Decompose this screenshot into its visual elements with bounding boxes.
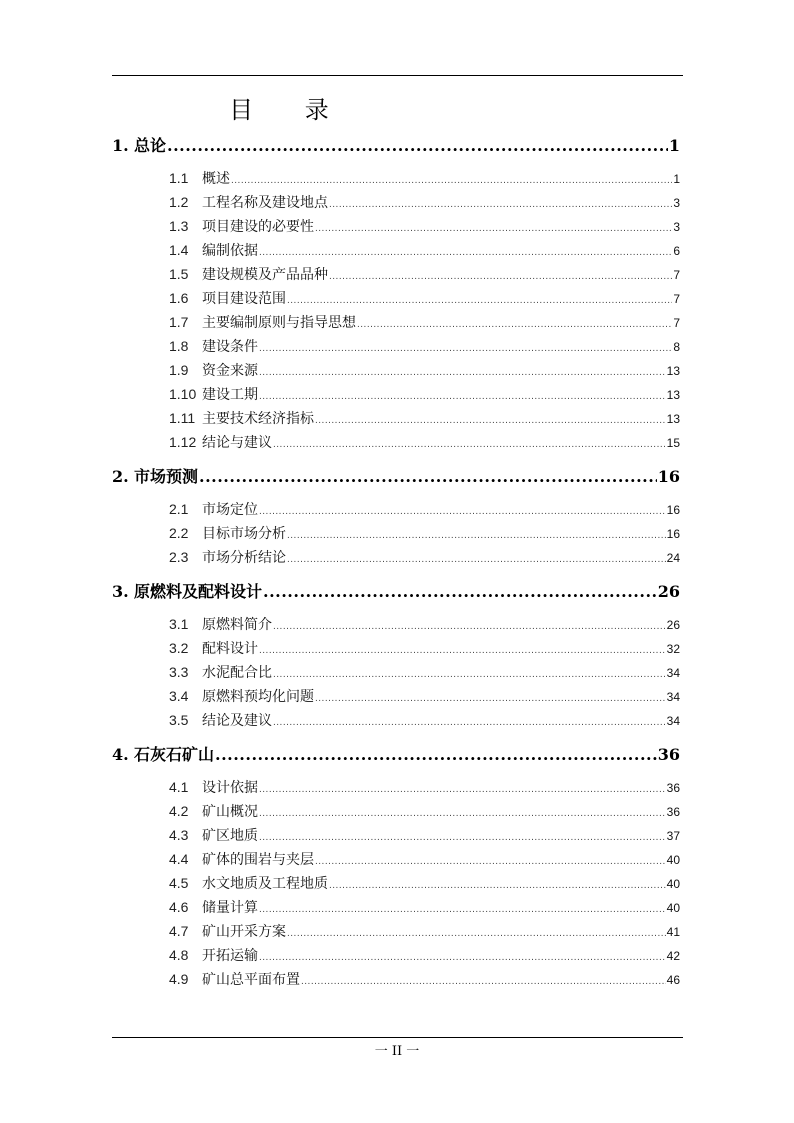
toc-leader-dots — [273, 708, 666, 735]
toc-leader-dots — [167, 133, 668, 159]
toc-section-title: 工程名称及建设地点 — [202, 194, 328, 210]
toc-section-page: 40 — [666, 877, 680, 891]
toc-section-page: 13 — [666, 364, 680, 378]
toc-chapter-title: 石灰石矿山 — [134, 745, 215, 764]
toc-section-number: 3.2 — [169, 640, 189, 656]
toc-section-title: 矿山总平面布置 — [202, 971, 300, 987]
toc-section-entry[interactable] — [112, 684, 680, 708]
toc-chapter-number: 2. — [112, 467, 129, 486]
toc-section-page: 7 — [673, 316, 680, 330]
toc-section-title: 水泥配合比 — [202, 664, 272, 680]
toc-section-entry[interactable] — [112, 334, 680, 358]
toc-section-page: 15 — [666, 436, 680, 450]
toc-chapter-page: 16 — [657, 467, 680, 486]
toc-section-entry[interactable] — [112, 310, 680, 334]
header-rule — [112, 75, 683, 76]
toc-section-number: 4.3 — [169, 827, 189, 843]
toc-section-number: 4.5 — [169, 875, 189, 891]
toc-section-page: 3 — [673, 220, 680, 234]
toc-leader-dots — [315, 847, 666, 874]
toc-section-number: 2.1 — [169, 501, 189, 517]
toc-leader-dots — [315, 406, 666, 433]
toc-leader-dots — [329, 262, 672, 289]
toc-leader-dots — [273, 612, 666, 639]
toc-section-entry[interactable] — [112, 847, 680, 871]
toc-section-page: 34 — [666, 666, 680, 680]
toc-section-page: 1 — [673, 172, 680, 186]
toc-section-page: 6 — [673, 244, 680, 258]
toc-section-page: 34 — [666, 690, 680, 704]
toc-leader-dots — [259, 238, 672, 265]
toc-section-title: 项目建设的必要性 — [202, 218, 314, 234]
toc-section-entry[interactable] — [112, 895, 680, 919]
toc-section-number: 1.9 — [169, 362, 189, 378]
toc-leader-dots — [231, 166, 672, 193]
toc-leader-dots — [315, 214, 672, 241]
toc-section-title: 主要技术经济指标 — [202, 410, 314, 426]
toc-section-title: 结论与建议 — [202, 434, 272, 450]
toc-section-entry[interactable] — [112, 358, 680, 382]
toc-section-number: 1.7 — [169, 314, 189, 330]
toc-chapter-number: 1. — [112, 136, 129, 155]
toc-section-page: 3 — [673, 196, 680, 210]
toc-section-page: 40 — [666, 901, 680, 915]
toc-section-page: 8 — [673, 340, 680, 354]
toc-section-number: 4.1 — [169, 779, 189, 795]
toc-section-number: 1.5 — [169, 266, 189, 282]
toc-section-number: 4.4 — [169, 851, 189, 867]
toc-section-entry[interactable] — [112, 430, 680, 454]
toc-leader-dots — [259, 358, 666, 385]
toc-section-entry[interactable] — [112, 497, 680, 521]
toc-section-entry[interactable] — [112, 382, 680, 406]
toc-section-entry[interactable] — [112, 660, 680, 684]
toc-section-entry[interactable] — [112, 967, 680, 991]
footer-rule — [112, 1037, 683, 1038]
toc-section-number: 4.8 — [169, 947, 189, 963]
toc-section-page: 26 — [666, 618, 680, 632]
toc-section-number: 4.9 — [169, 971, 189, 987]
toc-section-page: 46 — [666, 973, 680, 987]
toc-section-entry[interactable] — [112, 262, 680, 286]
toc-leader-dots — [259, 943, 666, 970]
toc-section-title: 结论及建议 — [202, 712, 272, 728]
toc-section-entry[interactable] — [112, 775, 680, 799]
toc-chapter-page: 26 — [657, 582, 680, 601]
toc-leader-dots — [259, 636, 666, 663]
toc-chapter-title: 市场预测 — [134, 467, 199, 486]
toc-leader-dots — [287, 286, 672, 313]
toc-leader-dots — [301, 967, 666, 994]
toc-section-number: 4.2 — [169, 803, 189, 819]
toc-leader-dots — [263, 579, 657, 605]
toc-leader-dots — [287, 545, 666, 572]
toc-section-title: 建设规模及产品品种 — [202, 266, 328, 282]
toc-section-title: 水文地质及工程地质 — [202, 875, 328, 891]
toc-chapter-number: 4. — [112, 745, 129, 764]
toc-section-title: 开拓运输 — [202, 947, 258, 963]
toc-leader-dots — [273, 430, 666, 457]
toc-section-entry[interactable] — [112, 166, 680, 190]
toc-section-entry[interactable] — [112, 943, 680, 967]
toc-leader-dots — [273, 660, 666, 687]
toc-section-title: 原燃料预均化问题 — [202, 688, 314, 704]
toc-chapter-entry[interactable] — [112, 464, 680, 490]
toc-section-page: 42 — [666, 949, 680, 963]
toc-section-entry[interactable] — [112, 919, 680, 943]
toc-section-title: 目标市场分析 — [202, 525, 286, 541]
toc-section-title: 市场分析结论 — [202, 549, 286, 565]
toc-section-title: 矿山概况 — [202, 803, 258, 819]
toc-chapter-number: 3. — [112, 582, 129, 601]
toc-section-entry[interactable] — [112, 238, 680, 262]
toc-section-number: 1.4 — [169, 242, 189, 258]
toc-section-title: 概述 — [202, 170, 230, 186]
toc-section-page: 32 — [666, 642, 680, 656]
toc-section-title: 配料设计 — [202, 640, 258, 656]
toc-chapter-entry[interactable] — [112, 742, 680, 768]
toc-chapter-page: 1 — [668, 136, 680, 155]
toc-leader-dots — [259, 334, 672, 361]
toc-section-entry[interactable] — [112, 871, 680, 895]
toc-section-number: 3.3 — [169, 664, 189, 680]
toc-section-page: 16 — [666, 503, 680, 517]
toc-chapter-entry[interactable] — [112, 133, 680, 159]
toc-section-page: 13 — [666, 388, 680, 402]
toc-section-page: 7 — [673, 292, 680, 306]
toc-section-number: 2.2 — [169, 525, 189, 541]
toc-section-title: 矿区地质 — [202, 827, 258, 843]
toc-section-entry[interactable] — [112, 286, 680, 310]
toc-chapter-entry[interactable] — [112, 579, 680, 605]
toc-section-page: 16 — [666, 527, 680, 541]
toc-section-title: 市场定位 — [202, 501, 258, 517]
toc-section-entry[interactable] — [112, 799, 680, 823]
toc-section-entry[interactable] — [112, 708, 680, 732]
toc-leader-dots — [357, 310, 672, 337]
page-title: 目 录 — [229, 96, 351, 124]
toc-section-page: 34 — [666, 714, 680, 728]
table-of-contents — [112, 133, 680, 991]
toc-section-page: 37 — [666, 829, 680, 843]
toc-section-number: 1.1 — [169, 170, 189, 186]
toc-section-title: 建设工期 — [202, 386, 258, 402]
toc-section-page: 24 — [666, 551, 680, 565]
toc-section-entry[interactable] — [112, 406, 680, 430]
toc-section-title: 原燃料简介 — [202, 616, 272, 632]
toc-section-number: 3.5 — [169, 712, 189, 728]
toc-section-entry[interactable] — [112, 636, 680, 660]
toc-section-page: 36 — [666, 805, 680, 819]
toc-section-number: 1.10 — [169, 386, 197, 402]
toc-section-title: 主要编制原则与指导思想 — [202, 314, 356, 330]
toc-chapter-page: 36 — [657, 745, 680, 764]
toc-section-entry[interactable] — [112, 545, 680, 569]
toc-section-entry[interactable] — [112, 823, 680, 847]
toc-leader-dots — [287, 521, 666, 548]
toc-leader-dots — [259, 799, 666, 826]
toc-section-number: 4.7 — [169, 923, 189, 939]
toc-leader-dots — [259, 775, 666, 802]
toc-section-page: 13 — [666, 412, 680, 426]
toc-section-title: 项目建设范围 — [202, 290, 286, 306]
toc-section-page: 41 — [666, 925, 680, 939]
toc-section-title: 储量计算 — [202, 899, 258, 915]
toc-leader-dots — [259, 823, 666, 850]
toc-section-page: 36 — [666, 781, 680, 795]
toc-leader-dots — [199, 464, 657, 490]
toc-leader-dots — [215, 742, 657, 768]
toc-section-number: 1.12 — [169, 434, 197, 450]
toc-section-number: 1.6 — [169, 290, 189, 306]
toc-leader-dots — [315, 684, 666, 711]
toc-section-page: 7 — [673, 268, 680, 282]
toc-section-title: 矿体的围岩与夹层 — [202, 851, 314, 867]
toc-section-title: 矿山开采方案 — [202, 923, 286, 939]
toc-chapter-title: 总论 — [134, 136, 167, 155]
toc-section-number: 3.1 — [169, 616, 189, 632]
toc-section-entry[interactable] — [112, 190, 680, 214]
toc-section-title: 编制依据 — [202, 242, 258, 258]
toc-section-page: 40 — [666, 853, 680, 867]
toc-chapter-title: 原燃料及配料设计 — [134, 582, 263, 601]
toc-section-number: 3.4 — [169, 688, 189, 704]
toc-section-title: 资金来源 — [202, 362, 258, 378]
toc-section-title: 建设条件 — [202, 338, 258, 354]
toc-leader-dots — [259, 497, 666, 524]
toc-leader-dots — [259, 895, 666, 922]
toc-leader-dots — [259, 382, 666, 409]
toc-section-number: 4.6 — [169, 899, 189, 915]
toc-section-number: 1.11 — [169, 410, 196, 426]
toc-section-entry[interactable] — [112, 214, 680, 238]
toc-section-number: 1.3 — [169, 218, 189, 234]
toc-section-entry[interactable] — [112, 612, 680, 636]
toc-section-number: 1.2 — [169, 194, 189, 210]
toc-section-entry[interactable] — [112, 521, 680, 545]
toc-leader-dots — [329, 190, 672, 217]
page-number: 一 II 一 — [374, 1044, 420, 1059]
toc-section-number: 2.3 — [169, 549, 189, 565]
toc-section-number: 1.8 — [169, 338, 189, 354]
toc-leader-dots — [287, 919, 666, 946]
toc-leader-dots — [329, 871, 666, 898]
toc-section-title: 设计依据 — [202, 779, 258, 795]
